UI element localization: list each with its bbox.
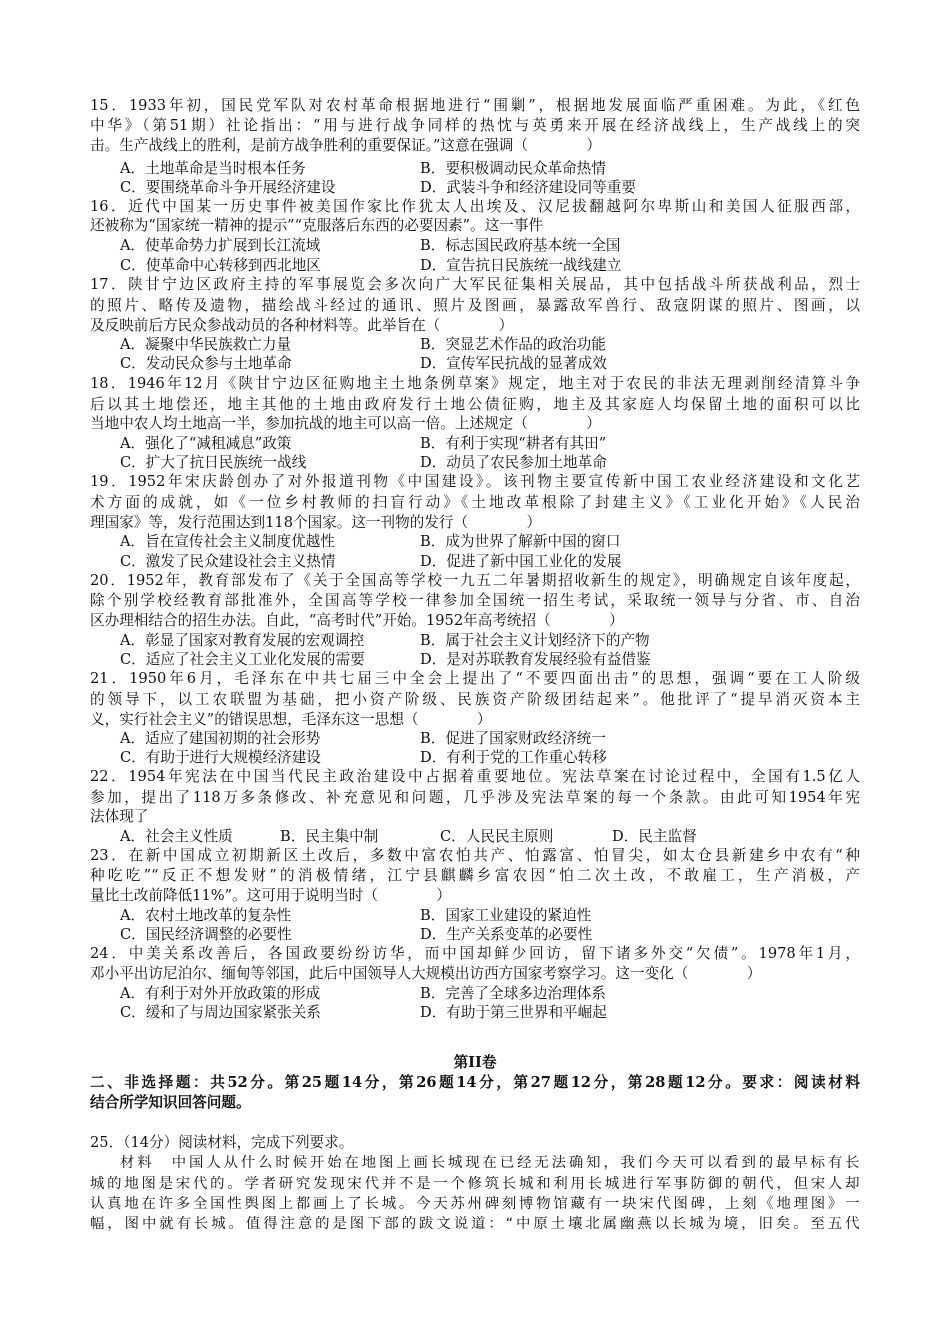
q20-option-d: D．是对苏联教育发展经验有益借鉴 (420, 651, 651, 668)
q23-line-1: 23．在新中国成立初期新区土改后，多数中富农怕共产、怕露富、怕冒尖，如太仓县新建乡中农有“种 (90, 847, 860, 864)
q18-line-3: 当地中农人均土地高一半，参加抗战的地主可以高一倍。上述规定（ ） (90, 415, 601, 432)
q25-material-line-3: 认真地在许多全国性舆图上都画上了长城。今天苏州碑刻博物馆藏有一块宋代图碑，上刻《地理图》一 (90, 1196, 860, 1212)
q19-option-b: B．成为世界了解新中国的窗口 (420, 533, 621, 550)
q19-line-2: 术方面的成就，如《一位乡村教师的扫盲行动》《土地改革根除了封建主义》《工业化开始》《人民治 (90, 494, 860, 511)
q19-line-1: 19．1952年宋庆龄创办了对外报道刊物《中国建设》。该刊物主要宣传新中国工农业经济建设和文化艺 (90, 473, 860, 490)
q20-line-3: 区办理相结合的招生办法。自此，“高考时代”开始。1952年高考统招（ ） (90, 612, 624, 629)
q22-option-d: D．民主监督 (612, 828, 697, 845)
q15-option-a: A．土地革命是当时根本任务 (120, 160, 306, 177)
q18-option-d: D．动员了农民参加土地革命 (420, 454, 607, 471)
q18-line-2: 后以其土地偿还，地主其他的土地由政府发行土地公债征购，地主及其家庭人均保留土地的面积可以比 (90, 396, 860, 413)
q16-option-d: D．宣告抗日民族统一战线建立 (420, 257, 622, 274)
q22-option-b: B．民主集中制 (280, 828, 379, 845)
section-instruction-line-1: 二、非选择题：共52分。第25题14分，第26题14分，第27题12分，第28题12分。要求：阅读材料 (90, 1074, 860, 1091)
q15-option-d: D．武装斗争和经济建设同等重要 (420, 179, 637, 196)
q20-option-b: B．属于社会主义计划经济下的产物 (420, 632, 650, 649)
section-instruction-line-2: 结合所学知识回答问题。 (90, 1094, 251, 1111)
q21-line-2: 的领导下，以工农联盟为基础，把小资产阶级、民族资产阶级团结起来”。他批评了“提早消灭资本主 (90, 691, 860, 708)
q25-header: 25．（14分）阅读材料，完成下列要求。 (90, 1134, 354, 1151)
q19-line-3: 理国家》等，发行范围达到118个国家。这一刊物的发行（ ） (90, 514, 542, 531)
q21-line-3: 义，实行社会主义”的错误思想，毛泽东这一思想（ ） (90, 711, 492, 728)
q18-line-1: 18．1946年12月《陕甘宁边区征购地主土地条例草案》规定，地主对于农民的非法无理剥削经清算斗争 (90, 375, 860, 392)
q18-option-c: C．扩大了抗日民族统一战线 (120, 454, 307, 471)
q25-material-line-2: 城的地图是宋代的。学者研究发现宋代并不是一个修筑长城和利用长城进行军事防御的朝代，但宋人却 (90, 1176, 860, 1192)
q23-line-3: 量比土改前降低11%”。这可用于说明当时（ ） (90, 887, 451, 904)
q25-material-line-4: 幅，图中就有长城。值得注意的是图下部的跋文说道：“中原土壤北属幽燕以长城为境，旧矣。至五代 (90, 1216, 860, 1232)
q25-material-line-1: 材料 中国人从什么时候开始在地图上画长城现在已经无法确知，我们今天可以看到的最早标有长 (120, 1155, 860, 1171)
q18-option-b: B．有利于实现“耕者有其田” (420, 435, 607, 452)
q22-option-c: C．人民民主原则 (440, 828, 554, 845)
q21-option-d: D．有利于党的工作重心转移 (420, 749, 607, 766)
q16-option-b: B．标志国民政府基本统一全国 (420, 237, 621, 254)
q22-option-a: A．社会主义性质 (120, 828, 233, 845)
q19-option-d: D．促进了新中国工业化的发展 (420, 553, 622, 570)
q15-line-3: 击。生产战线上的胜利，是前方战争胜利的重要保证。”这意在强调（ ） (90, 137, 601, 154)
q24-option-d: D．有助于第三世界和平崛起 (420, 1004, 607, 1021)
q17-line-2: 的照片、略传及遗物，描绘战斗经过的通讯、照片及图画，暴露敌军兽行、敌寇阴谋的照片、图画，以 (90, 297, 860, 314)
q17-option-c: C．发动民众参与土地革命 (120, 355, 292, 372)
q24-option-b: B．完善了全球多边治理体系 (420, 985, 606, 1002)
q20-line-1: 20．1952年，教育部发布了《关于全国高等学校一九五二年暑期招收新生的规定》，明确规定自该年度起， (90, 572, 860, 589)
q21-line-1: 21．1950年6月，毛泽东在中共七届三中全会上提出了“不要四面出击”的思想，强调“要在工人阶级 (90, 670, 860, 687)
q16-option-a: A．使革命势力扩展到长江流域 (120, 237, 321, 254)
q17-line-3: 及反映前后方民众参战动员的各种材料等。此举旨在（ ） (90, 317, 514, 334)
q22-line-1: 22．1954年宪法在中国当代民主政治建设中占据着重要地位。宪法草案在讨论过程中，全国有1.5亿人 (90, 768, 860, 785)
q17-line-1: 17．陕甘宁边区政府主持的军事展览会多次向广大军民征集相关展品，其中包括战斗所获战利品，烈士 (90, 276, 860, 293)
q21-option-a: A．适应了建国初期的社会形势 (120, 730, 321, 747)
q22-line-2: 参加，提出了118万多条修改、补充意见和问题，几乎涉及宪法草案的每一个条款。由此可知1954年宪 (90, 789, 860, 806)
q16-line-2: 还被称为“国家统一精神的提示”“克服落后东西的必要因素”。这一事件 (90, 217, 544, 234)
q22-line-3: 法体现了 (90, 808, 149, 825)
q20-option-c: C．适应了社会主义工业化发展的需要 (120, 651, 365, 668)
q15-option-c: C．要围绕革命斗争开展经济建设 (120, 179, 336, 196)
q21-option-b: B．促进了国家财政经济统一 (420, 730, 606, 747)
q23-option-d: D．生产关系变革的必要性 (420, 926, 593, 943)
q17-option-d: D．宣传军民抗战的显著成效 (420, 355, 607, 372)
q24-option-c: C．缓和了与周边国家紧张关系 (120, 1004, 321, 1021)
q24-line-2: 邓小平出访尼泊尔、缅甸等邻国，此后中国领导人大规模出访西方国家考察学习。这一变化（ ） (90, 965, 762, 982)
q15-option-b: B．要积极调动民众革命热情 (420, 160, 606, 177)
q15-line-1: 15．1933年初，国民党军队对农村革命根据地进行“围剿”，根据地发展面临严重困难。为此，《红色 (90, 97, 860, 114)
q24-line-1: 24．中美关系改善后，各国政要纷纷访华，而中国却鲜少回访，留下诸多外交“欠债”。1978年1月， (90, 945, 860, 962)
q23-option-c: C．国民经济调整的必要性 (120, 926, 292, 943)
q24-option-a: A．有利于对外开放政策的形成 (120, 985, 321, 1002)
q23-line-2: 种吃吃”“反正不想发财”的消极情绪，江宁县麒麟乡富农因“怕二次土改，不敢雇工，生产消极，产 (90, 867, 860, 884)
q15-line-2: 中华》（第51期）社论指出：“用与进行战争同样的热忱与英勇来开展在经济战线上，生产战线上的突 (90, 117, 860, 134)
section-title: 第II卷 (453, 1054, 497, 1071)
q21-option-c: C．有助于进行大规模经济建设 (120, 749, 321, 766)
q16-line-1: 16．近代中国某一历史事件被美国作家比作犹太人出埃及、汉尼拔翻越阿尔卑斯山和美国人征服西部， (90, 198, 860, 215)
q18-option-a: A．强化了“减租减息”政策 (120, 435, 292, 452)
q19-option-a: A．旨在宣传社会主义制度优越性 (120, 533, 335, 550)
q20-line-2: 除个别学校经教育部批准外，全国高等学校一律参加全国统一招生考试，采取统一领导与分省、市、自治 (90, 592, 860, 609)
q16-option-c: C．使革命中心转移到西北地区 (120, 257, 321, 274)
q19-option-c: C．激发了民众建设社会主义热情 (120, 553, 336, 570)
q23-option-b: B．国家工业建设的紧迫性 (420, 907, 592, 924)
q17-option-b: B．突显艺术作品的政治功能 (420, 336, 606, 353)
q17-option-a: A．凝聚中华民族救亡力量 (120, 336, 292, 353)
q20-option-a: A．彰显了国家对教育发展的宏观调控 (120, 632, 365, 649)
q23-option-a: A．农村土地改革的复杂性 (120, 907, 292, 924)
